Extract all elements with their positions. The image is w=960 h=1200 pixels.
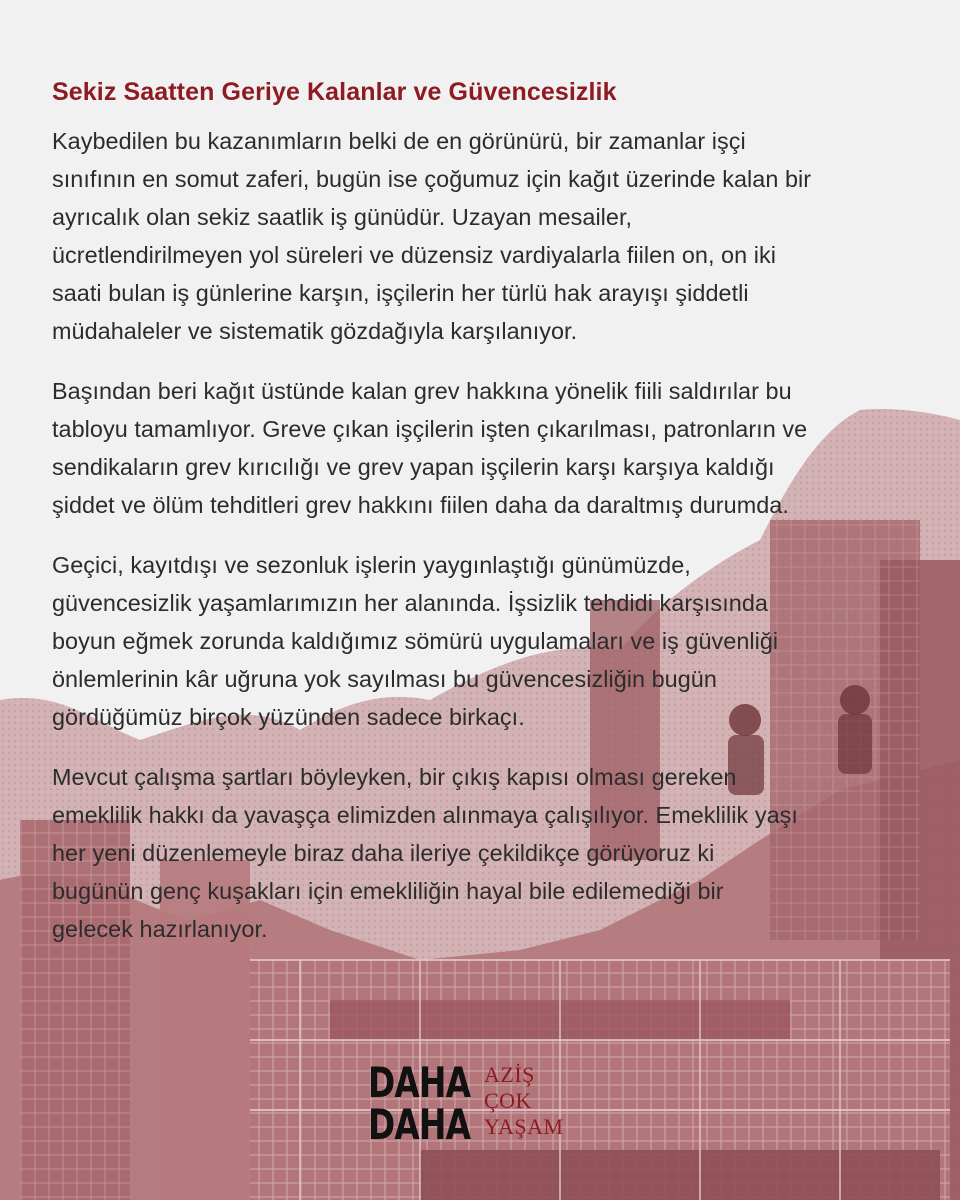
- paragraph-4: [52, 758, 912, 948]
- logo-word-azis: AZİŞ: [484, 1062, 535, 1087]
- logo-word-cok: ÇOK: [484, 1088, 532, 1113]
- paragraph-1: [52, 122, 912, 350]
- article-title: Sekiz Saatten Geriye Kalanlar ve Güvencesizlik: [52, 78, 617, 106]
- logo-word-yasam: YAŞAM: [484, 1114, 564, 1139]
- text-line: güvencesizlik yaşamlarımızın her alanında. İşsizlik tehdidi karşısında: [52, 590, 768, 616]
- text-line: sınıfının en somut zaferi, bugün ise çoğumuz için kağıt üzerinde kalan bir: [52, 166, 812, 192]
- text-line: boyun eğmek zorunda kaldığımız sömürü uygulamaları ve iş güvenliği: [52, 628, 779, 654]
- brand-logo: [368, 1058, 588, 1152]
- text-line: emeklilik hakkı da yavaşça elimizden alınmaya çalışılıyor. Emeklilik yaşı: [52, 802, 798, 828]
- text-line: Başından beri kağıt üstünde kalan grev hakkına yönelik fiili saldırılar bu: [52, 378, 792, 404]
- logo-daha-top: DAHA: [368, 1058, 471, 1107]
- paragraph-3: [52, 546, 912, 736]
- paragraph-2: [52, 372, 912, 524]
- text-line: Mevcut çalışma şartları böyleyken, bir çıkış kapısı olması gereken: [52, 764, 737, 790]
- text-line: ayrıcalık olan sekiz saatlik iş günüdür. Uzayan mesailer,: [52, 204, 633, 230]
- text-line: gelecek hazırlanıyor.: [52, 916, 268, 942]
- text-line: şiddet ve ölüm tehditleri grev hakkını fiilen daha da daraltmış durumda.: [52, 492, 789, 518]
- text-line: Kaybedilen bu kazanımların belki de en görünürü, bir zamanlar işçi: [52, 128, 746, 154]
- text-line: ücretlendirilmeyen yol süreleri ve düzensiz vardiyalarla fiilen on, on iki: [52, 242, 776, 268]
- text-line: gördüğümüz birçok yüzünden sadece birkaçı.: [52, 704, 525, 730]
- article: [52, 74, 912, 970]
- text-line: bugünün genç kuşakları için emekliliğin hayal bile edilemediği bir: [52, 878, 724, 904]
- text-line: Geçici, kayıtdışı ve sezonluk işlerin yaygınlaştığı günümüzde,: [52, 552, 691, 578]
- text-line: önlemlerinin kâr uğruna yok sayılması bu güvencesizliğin bugün: [52, 666, 717, 692]
- logo-daha-bottom: DAHA: [368, 1100, 471, 1149]
- text-line: saati bulan iş günlerine karşın, işçilerin her türlü hak arayışı şiddetli: [52, 280, 749, 306]
- text-line: her yeni düzenlemeyle biraz daha ileriye çekildikçe görüyoruz ki: [52, 840, 715, 866]
- text-line: tabloyu tamamlıyor. Greve çıkan işçilerin işten çıkarılması, patronların ve: [52, 416, 808, 442]
- text-line: müdahaleler ve sistematik gözdağıyla karşılanıyor.: [52, 318, 578, 344]
- text-line: sendikaların grev kırıcılığı ve grev yapan işçilerin karşı karşıya kaldığı: [52, 454, 775, 480]
